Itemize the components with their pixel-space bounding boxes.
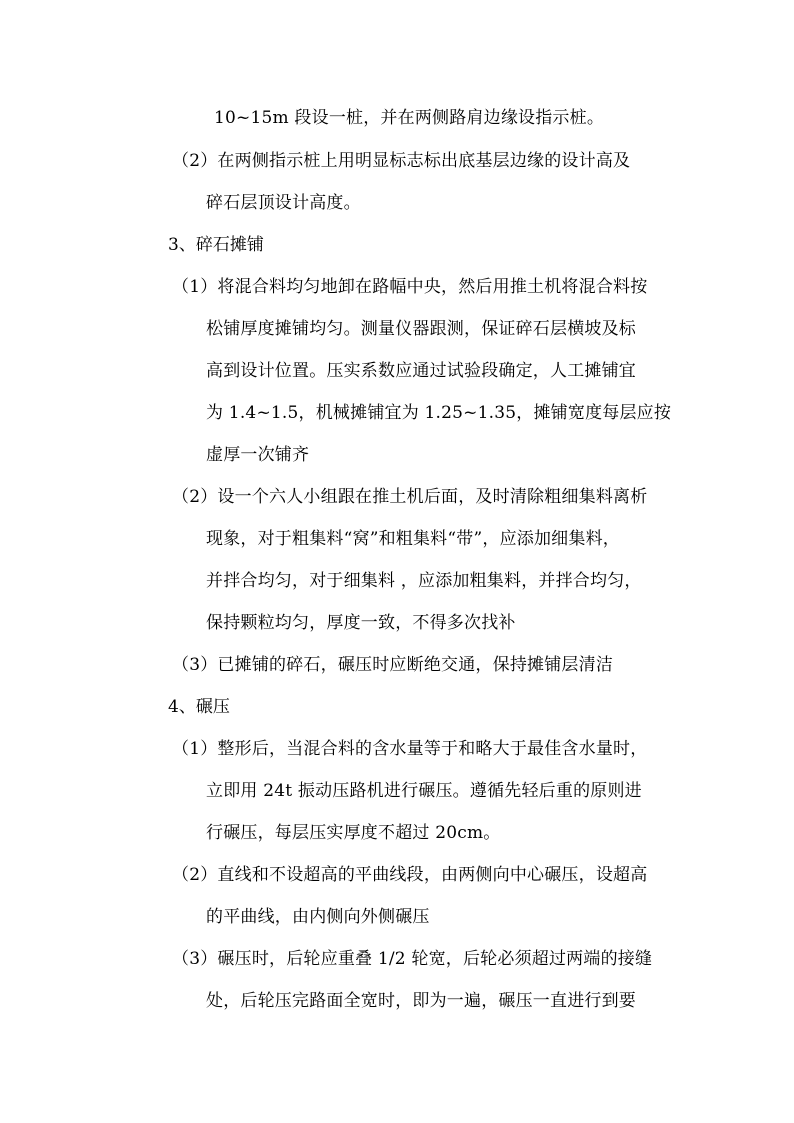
section-heading-4: 4、碾压 [168, 697, 230, 717]
text-line-2: （2）在两侧指示桩上用明显标志标出底基层边缘的设计高及 [172, 151, 631, 171]
text-line-22: 处，后轮压完路面全宽时，即为一遍，碾压一直进行到要 [206, 991, 636, 1011]
text-line-16: （1）整形后，当混合料的含水量等于和略大于最佳含水量时， [172, 739, 648, 759]
text-line-21: （3）碾压时，后轮应重叠 1/2 轮宽，后轮必须超过两端的接缝 [172, 949, 653, 969]
text-line-13: 保持颗粒均匀，厚度一致，不得多次找补 [206, 613, 516, 633]
text-line-9: 虚厚一次铺齐 [206, 445, 310, 465]
text-line-10: （2）设一个六人小组跟在推土机后面，及时清除粗细集料离析 [172, 487, 648, 507]
text-line-5: （1）将混合料均匀地卸在路幅中央，然后用推土机将混合料按 [172, 277, 648, 297]
text-line-6: 松铺厚度摊铺均匀。测量仪器跟测，保证碎石层横坡及标 [206, 319, 636, 339]
text-line-14: （3）已摊铺的碎石，碾压时应断绝交通，保持摊铺层清洁 [172, 655, 614, 675]
text-line-8: 为 1.4~1.5，机械摊铺宜为 1.25~1.35，摊铺宽度每层应按 [206, 403, 672, 423]
text-line-1: 10~15m 段设一桩，并在两侧路肩边缘设指示桩。 [214, 108, 605, 128]
section-heading-3: 3、碎石摊铺 [168, 235, 264, 255]
text-line-7: 高到设计位置。压实系数应通过试验段确定，人工摊铺宜 [206, 361, 636, 381]
text-line-12: 并拌合均匀，对于细集料 ，应添加粗集料，并拌合均匀， [206, 571, 642, 591]
text-line-3: 碎石层顶设计高度。 [206, 193, 361, 213]
text-line-18: 行碾压，每层压实厚度不超过 20cm。 [206, 823, 501, 843]
text-line-17: 立即用 24t 振动压路机进行碾压。遵循先轻后重的原则进 [206, 781, 642, 801]
text-line-19: （2）直线和不设超高的平曲线段，由两侧向中心碾压，设超高 [172, 865, 648, 885]
text-line-20: 的平曲线，由内侧向外侧碾压 [206, 907, 430, 927]
text-line-11: 现象，对于粗集料“窝”和粗集料“带”，应添加细集料， [206, 529, 620, 549]
